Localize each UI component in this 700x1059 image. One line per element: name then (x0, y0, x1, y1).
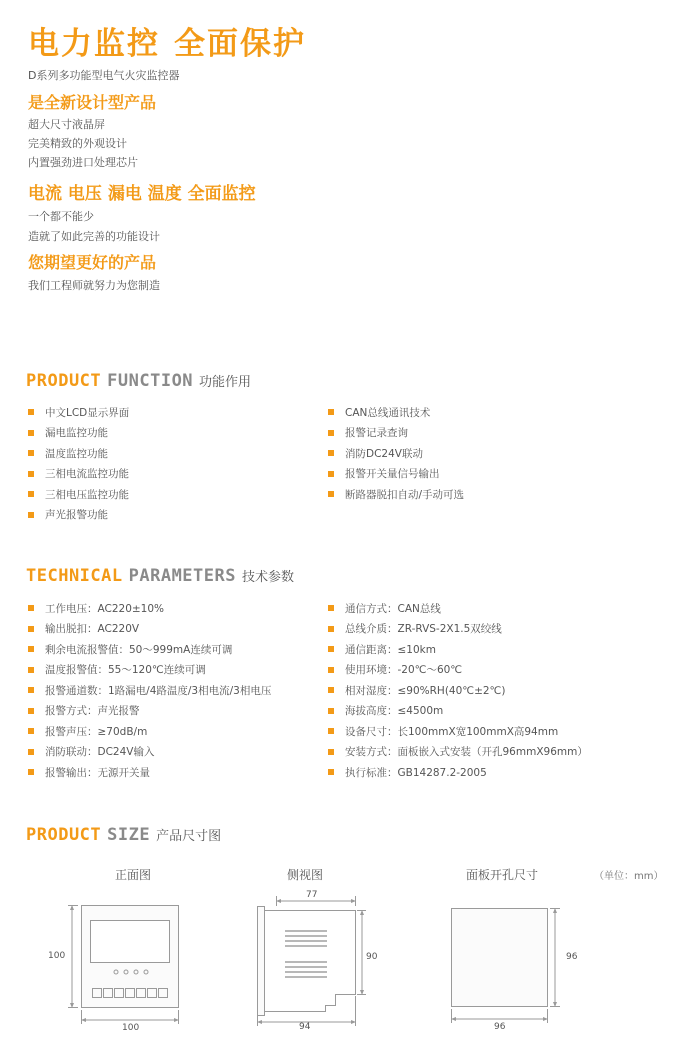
cutout-height-label: 96 (566, 952, 578, 962)
side-panel-flange (258, 907, 265, 1016)
params-heading-en1: TECHNICAL (26, 566, 123, 586)
list-item: 执行标准：GB14287.2-2005 (328, 762, 588, 783)
bullet-square-icon (328, 667, 334, 673)
bullet-square-icon (28, 769, 34, 775)
list-item: 声光报警功能 (28, 505, 129, 526)
list-item: 中文LCD显示界面 (28, 402, 129, 423)
list-item: CAN总线通讯技术 (328, 402, 464, 423)
list-item: 通信方式：CAN总线 (328, 598, 588, 619)
bullet-square-icon (328, 646, 334, 652)
list-item: 消防DC24V联动 (328, 443, 464, 464)
bullet-square-icon (328, 626, 334, 632)
list-item: 通信距离：≤10km (328, 639, 588, 660)
hero-line: 造就了如此完善的功能设计 (28, 230, 160, 243)
list-item: 断路器脱扣自动/手动可选 (328, 484, 464, 505)
bullet-square-icon (328, 687, 334, 693)
heading-new-design: 是全新设计型产品 (28, 93, 157, 112)
hero-line: 超大尺寸液晶屏 (28, 118, 105, 131)
front-view-title: 正面图 (114, 868, 151, 882)
size-heading-en2: SIZE (107, 825, 151, 845)
bullet-square-icon (328, 409, 334, 415)
bullet-square-icon (28, 512, 34, 518)
list-item: 输出脱扣：AC220V (28, 619, 271, 640)
list-item: 三相电流监控功能 (28, 464, 129, 485)
params-heading (26, 566, 294, 586)
size-heading-cn: 产品尺寸图 (156, 829, 222, 844)
list-item: 安装方式：面板嵌入式安装（开孔96mmX96mm） (328, 742, 588, 763)
bullet-square-icon (28, 491, 34, 497)
list-item: 报警方式：声光报警 (28, 701, 271, 722)
bullet-square-icon (328, 430, 334, 436)
hero-subtitle: D系列多功能型电气火灾监控器 (28, 69, 180, 82)
heading-better-product: 您期望更好的产品 (28, 253, 157, 272)
hero-line: 我们工程师就努力为您制造 (28, 279, 160, 292)
bullet-square-icon (28, 471, 34, 477)
list-item: 使用环境：-20℃～60℃ (328, 660, 588, 681)
unit-label: （单位：mm） (594, 871, 664, 882)
list-item: 海拔高度：≤4500m (328, 701, 588, 722)
bullet-square-icon (28, 409, 34, 415)
bullet-square-icon (328, 605, 334, 611)
list-item: 漏电监控功能 (28, 423, 129, 444)
function-heading-en2: FUNCTION (107, 371, 194, 391)
bullet-square-icon (328, 491, 334, 497)
list-item: 三相电压监控功能 (28, 484, 129, 505)
cutout-outline (452, 909, 548, 1007)
params-list-right (328, 598, 588, 783)
hero-title-b: 全面保护 (174, 26, 306, 62)
list-item: 报警记录查询 (328, 423, 464, 444)
size-heading (26, 825, 221, 845)
list-item: 相对湿度：≤90%RH(40℃±2℃) (328, 680, 588, 701)
list-item: 总线介质：ZR-RVS-2X1.5双绞线 (328, 619, 588, 640)
list-item: 温度报警值：55～120℃连续可调 (28, 660, 271, 681)
list-item: 消防联动：DC24V输入 (28, 742, 271, 763)
front-lcd-screen (91, 921, 170, 963)
function-heading (26, 371, 251, 391)
function-list-right (328, 402, 464, 505)
list-item: 报警输出：无源开关量 (28, 762, 271, 783)
bullet-square-icon (28, 687, 34, 693)
hero-title (28, 18, 306, 63)
hero-line: 内置强劲进口处理芯片 (28, 156, 138, 169)
bullet-square-icon (328, 749, 334, 755)
bullet-square-icon (328, 471, 334, 477)
params-list-left (28, 598, 271, 783)
list-item: 温度监控功能 (28, 443, 129, 464)
bullet-square-icon (328, 450, 334, 456)
bullet-square-icon (328, 728, 334, 734)
side-top-label: 77 (306, 890, 318, 900)
side-height-label: 90 (366, 952, 378, 962)
side-view-drawing (245, 890, 385, 1035)
bullet-square-icon (28, 626, 34, 632)
function-list-left (28, 402, 129, 525)
bullet-square-icon (28, 728, 34, 734)
function-heading-en1: PRODUCT (26, 371, 102, 391)
list-item: 报警开关量信号输出 (328, 464, 464, 485)
cutout-view-title: 面板开孔尺寸 (465, 868, 538, 882)
list-item: 设备尺寸：长100mmX宽100mmX高94mm (328, 721, 588, 742)
function-heading-cn: 功能作用 (199, 375, 252, 390)
heading-full-monitoring: 电流 电压 漏电 温度 全面监控 (28, 184, 256, 204)
bullet-square-icon (328, 708, 334, 714)
hero-line: 完美精致的外观设计 (28, 137, 127, 150)
side-bottom-label: 94 (299, 1022, 311, 1032)
side-view-title: 侧视图 (286, 868, 323, 882)
bullet-square-icon (28, 430, 34, 436)
params-heading-en2: PARAMETERS (128, 566, 236, 586)
front-view-drawing (40, 895, 200, 1035)
list-item: 工作电压：AC220±10% (28, 598, 271, 619)
bullet-square-icon (328, 769, 334, 775)
front-width-label: 100 (122, 1023, 140, 1033)
bullet-square-icon (28, 646, 34, 652)
front-height-label: 100 (48, 951, 66, 961)
hero-title-a: 电力监控 (28, 26, 160, 62)
bullet-square-icon (28, 450, 34, 456)
list-item: 报警通道数：1路漏电/4路温度/3相电流/3相电压 (28, 680, 271, 701)
bullet-square-icon (28, 605, 34, 611)
hero-line: 一个都不能少 (28, 210, 94, 223)
cutout-view-drawing (440, 895, 570, 1035)
cutout-width-label: 96 (494, 1022, 506, 1032)
list-item: 剩余电流报警值：50～999mA连续可调 (28, 639, 271, 660)
bullet-square-icon (28, 749, 34, 755)
list-item: 报警声压：≥70dB/m (28, 721, 271, 742)
bullet-square-icon (28, 708, 34, 714)
params-heading-cn: 技术参数 (241, 570, 294, 585)
size-heading-en1: PRODUCT (26, 825, 102, 845)
bullet-square-icon (28, 667, 34, 673)
